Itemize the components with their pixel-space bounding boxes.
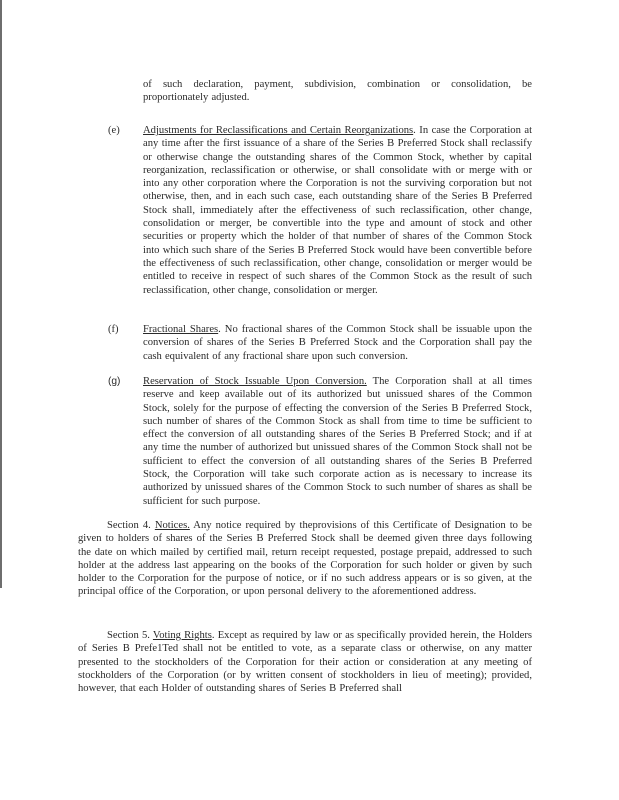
section-5-body: . Except as required by law or as specifically provided herein, the Holders of Series B Prefe1Ted shall not be entitled to vote, as a separate class or otherwise, on any matter presented to the stockholders of the Corporation for their action or consideration at any meeting of stockholders of the Corporation (or by written consent of stockholders in lieu of meeting); provided, however, that each Holder of outstanding shares of Series B Preferred shall (78, 630, 532, 695)
clause-f-paragraph (143, 323, 532, 363)
clause-label-g: (g) (108, 376, 121, 387)
clause-label-f: (f) (108, 324, 119, 335)
section-4-body: Any notice required by theprovisions of this Certificate of Designation to be given to holders of shares of the Series B Preferred Stock shall be deemed given three days following the date on which mailed by certified mail, return receipt requested, postage prepaid, addressed to such holder at the address last appearing on the books of the Corporation for such holder or given by such holder to the Corporation for the purpose of notice, or if no such address appears or is so given, at the principal office of the Corporation, or upon personal delivery to the aforementioned address. (78, 520, 533, 598)
continuation-text: of such declaration, payment, subdivision, combination or consolidation, be proportionately adjusted. (143, 79, 532, 104)
clause-f-body: No fractional shares of the Common Stock shall be issuable upon the conversion of shares of the Series B Preferred Stock and the Corporation shall pay the cash equivalent of any fractional share upon such conversion. (143, 324, 533, 362)
section-4-paragraph (78, 519, 532, 599)
clause-e-body: In case the Corporation at any time after the first issuance of a share of the Series B Preferred Stock shall reclassify or otherwise change the outstanding shares of the Common Stock, whether by capital reorganization, reclassification or otherwise, or shall consolidate with or merge with or into any other corporation where the Corporation is not the surviving corporation but not otherwise, then, and in each such case, each outstanding share of the Series B Preferred Stock shall, immediately after the effectiveness of such reclassification, other change, consolidation or merger, be convertible into the type and amount of stock and other securities or property which the holder of that number of shares of the Common Stock into which such share of the Series B Preferred Stock would have been convertible before the effectiveness of such reclassification, other change, consolidation or merger would be entitled to receive in respect of such shares of the Common Stock as the result of such reclassification, other change, consolidation or merger. (143, 125, 533, 296)
section-4-heading: Notices. (154, 520, 190, 531)
clause-label-e: (e) (108, 125, 120, 136)
section-5-paragraph (78, 629, 532, 695)
clause-e-heading: Adjustments for Reclassifications and Certain Reorganizations (143, 125, 414, 136)
page-edge-rule (0, 0, 2, 588)
clause-g-paragraph (143, 375, 532, 508)
clause-f-heading: Fractional Shares (143, 324, 219, 335)
clause-g-heading: Reservation of Stock Issuable Upon Conversion. (143, 376, 367, 387)
continuation-paragraph (143, 78, 532, 105)
clause-g-body: The Corporation shall at all times reserve and keep available out of its authorized but unissued shares of the Common Stock, solely for the purpose of effecting the conversion of the Series B Preferred Stock, such number of shares of the Common Stock as shall from time to time be sufficient to effect the conversion of all outstanding shares of the Series B Preferred Stock; and if at any time the number of authorized but unissued shares of the Common Stock shall not be sufficient to effect the conversion of all outstanding shares of the Series B Preferred Stock, the Corporation will take such corporate action as is necessary to increase its authorized by unissued shares of the Common Stock to such number of shares as shall be sufficient for such purpose. (143, 376, 532, 507)
section-4-prefix: Section 4. (107, 520, 155, 531)
section-5-prefix: Section 5. (107, 630, 153, 641)
clause-f-heading-suffix: . (218, 324, 221, 335)
section-5-heading: Voting Rights (152, 630, 212, 641)
clause-e-heading-suffix: . (413, 125, 416, 136)
clause-e-paragraph (143, 124, 532, 297)
